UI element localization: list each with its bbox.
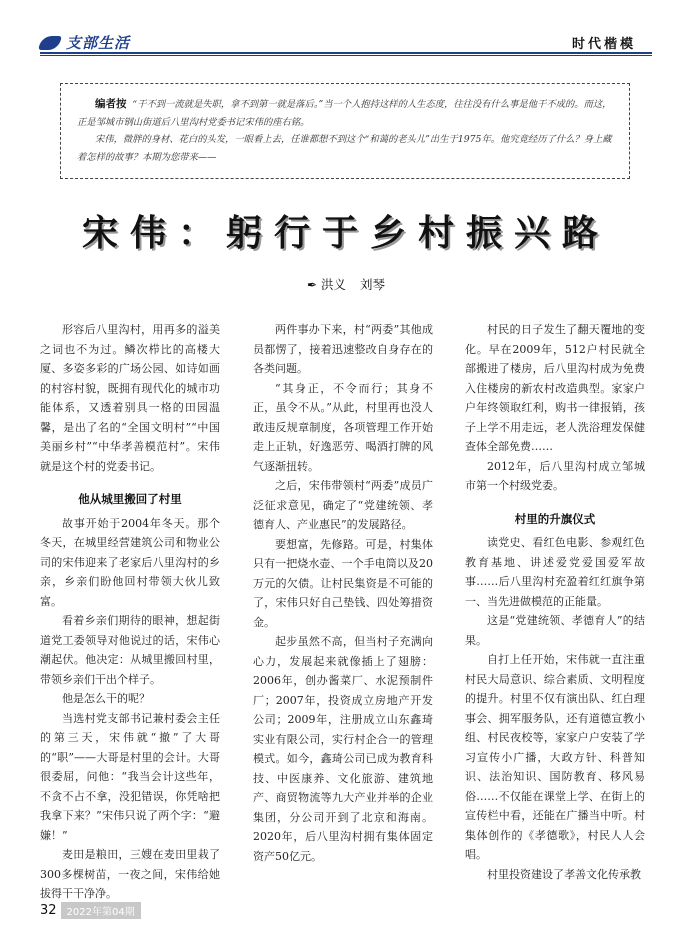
- column-1: [40, 320, 220, 904]
- logo-mark-icon: [38, 36, 62, 50]
- paragraph: 起步虽然不高，但当村子充满向心力，发展起来就像插上了翅膀：2006年，创办酱菜厂、水泥预制件厂；2007年，投资成立房地产开发公司；2009年，注册成立山东鑫琦实业有限公司，实行村企合一的管理模式。如今，鑫琦公司已成为教育科技、中医康养、文化旅游、建筑地产、商贸物流等九大产业并举的企业集团，分公司开到了北京和海南。2020年，后八里沟村拥有集体固定资产50亿元。: [253, 635, 433, 863]
- header-divider: [40, 52, 652, 54]
- page-header: [0, 0, 692, 56]
- paragraph: 当选村党支部书记兼村委会主任的第三天，宋伟就“撤”了大哥的“职”——大哥是村里的会计。大哥很委屈，问他：“我当会计这些年，不贪不占不拿，没犯错误，你凭啥把我拿下来？”宋伟只说了两个字：“避嫌！”: [40, 711, 220, 842]
- pen-icon: ✒: [306, 278, 318, 292]
- subheading: 他从城里搬回了村里: [78, 492, 182, 506]
- editor-note-p1: [77, 96, 613, 131]
- header-divider-thin: [40, 55, 652, 56]
- editor-note-box: [60, 83, 630, 179]
- page-footer: [40, 902, 141, 919]
- column-2: [253, 320, 433, 866]
- paragraph: 村民的日子发生了翻天覆地的变化。早在2009年，512户村民就全部搬进了楼房，后八里沟村成为免费入住楼房的新农村改造典型。家家户户年终领取红利，购书一律报销，孩子上学不用走远，老人洗浴理发保健查体全部免费……: [465, 323, 645, 453]
- magazine-logo: [40, 32, 130, 53]
- paragraph: 自打上任开始，宋伟就一直注重村民大局意识、综合素质、文明程度的提升。村里不仅有演出队、红白理事会、拥军服务队，还有道德宣教小组、村民夜校等，家家户户安装了学习宣传小广播，大政方针、科普知识、法治知识、国防教育、移风易俗……不仅能在课堂上学、在街上的宣传栏中看，还能在广播当中听。村集体创作的《孝德歌》，村民人人会唱。: [465, 653, 645, 861]
- byline: [0, 275, 692, 293]
- paragraph: 2012年，后八里沟村成立邹城市第一个村级党委。: [465, 459, 645, 492]
- paragraph: 麦田是粮田，三嫂在麦田里栽了300多棵树苗，一夜之间，宋伟给她拔得干干净净。: [40, 848, 220, 900]
- paragraph: 读党史、看红色电影、参观红色教育基地、讲述爱党爱国爱军故事……后八里沟村充盈着红红旗争第一、当先进做模范的正能量。: [465, 536, 645, 608]
- paragraph: 之后，宋伟带领村“两委”成员广泛征求意见，确定了“党建统领、孝德育人、产业惠民”的发展路径。: [253, 479, 433, 531]
- article-title: 宋伟：躬行于乡村振兴路: [81, 213, 610, 254]
- author-2: 刘琴: [360, 277, 386, 292]
- editor-note-text-1: “干不到一流就是失职，拿不到第一就是落后。”当一个人抱持这样的人生态度，往往没有什么事是他干不成的。而这，正是邹城市钢山街道后八里沟村党委书记宋伟的座右铭。: [77, 99, 612, 128]
- paragraph: 看着乡亲们期待的眼神，想起街道党工委领导对他说过的话，宋伟心潮起伏。他决定：从城里搬回村里，带领乡亲们干出个样子。: [40, 614, 220, 686]
- paragraph: 形容后八里沟村，用再多的溢美之词也不为过。鳞次栉比的高楼大厦、多姿多彩的广场公园、如诗如画的村容村貌，既拥有现代化的城市功能体系，又透着别具一格的田园温馨，是出了名的“全国文明村”“中国美丽乡村”“中华孝善模范村”。宋伟就是这个村的党委书记。: [40, 323, 220, 473]
- page-number: 32: [40, 903, 57, 918]
- paragraph: 他是怎么干的呢？: [62, 692, 150, 705]
- subheading: 村里的升旗仪式: [514, 511, 596, 526]
- column-3: [465, 320, 645, 884]
- editor-note-p2: 宋伟，微胖的身材、花白的头发，一眼看上去，任谁都想不到这个“和蔼的老头儿”出生于1975年。他究竟经历了什么？身上藏着怎样的故事？本期为您带来——: [77, 134, 612, 163]
- section-label: 时代楷模: [572, 37, 637, 52]
- logo-text: 支部生活: [66, 34, 131, 52]
- paragraph: 村里投资建设了孝善文化传承教: [487, 867, 641, 881]
- paragraph: 这是“党建统领、孝德育人”的结果。: [465, 614, 645, 647]
- paragraph: 故事开始于2004年冬天。那个冬天，在城里经营建筑公司和物业公司的宋伟迎来了老家后八里沟村的乡亲，乡亲们盼他回村带领大伙儿致富。: [40, 516, 220, 608]
- issue-label: 2022年第04期: [61, 902, 141, 919]
- editor-note-label: 编者按: [95, 98, 127, 110]
- paragraph: 两件事办下来，村“两委”其他成员都愣了，接着迅速整改自身存在的各类问题。: [253, 323, 433, 375]
- paragraph: 要想富，先修路。可是，村集体只有一把烧水壶、一个手电筒以及20万元的欠债。让村民集资是不可能的了，宋伟只好自己垫钱、四处筹措资金。: [253, 537, 433, 629]
- paragraph: “其身正，不令而行；其身不正，虽令不从。”从此，村里再也没人敢违反规章制度，各项管理工作开始走上正轨，好逸恶劳、喝酒打牌的风气逐渐扭转。: [253, 381, 433, 473]
- author-1: 洪义: [321, 277, 347, 292]
